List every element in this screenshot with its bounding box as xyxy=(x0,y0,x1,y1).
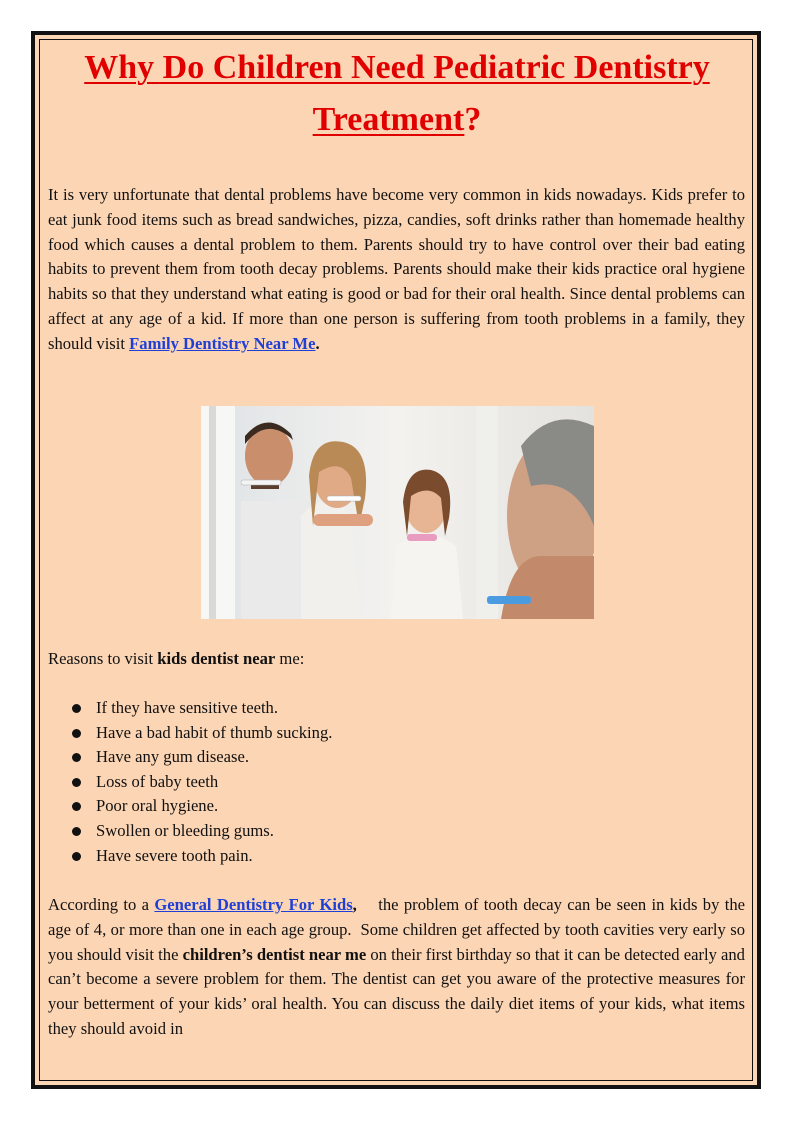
title-question-mark: ? xyxy=(464,101,482,138)
list-item-text: Swollen or bleeding gums. xyxy=(96,820,274,840)
intro-period: . xyxy=(315,333,320,353)
list-item-text: Have any gum disease. xyxy=(96,747,249,767)
list-item xyxy=(48,721,332,746)
list-item-text: Poor oral hygiene. xyxy=(96,796,219,816)
list-item-text: Have severe tooth pain. xyxy=(96,845,253,865)
bullet-icon xyxy=(72,729,81,738)
bullet-icon xyxy=(72,753,81,762)
list-item-text: Loss of baby teeth xyxy=(96,771,219,791)
list-item xyxy=(48,819,332,844)
bullet-icon xyxy=(72,802,81,811)
list-item-text: Have a bad habit of thumb sucking. xyxy=(96,722,333,742)
title-line-2: Treatment xyxy=(312,101,465,138)
list-item xyxy=(48,844,332,869)
reasons-prefix: Reasons to visit xyxy=(48,649,158,668)
list-item-text: If they have sensitive teeth. xyxy=(96,698,279,717)
title-line-1: Why Do Children Need Pediatric Dentistry xyxy=(84,49,710,86)
intro-paragraph xyxy=(48,183,745,357)
list-item xyxy=(48,696,332,721)
closing-comma: , xyxy=(352,895,357,914)
closing-text-1: the problem of tooth decay can be seen in kids by the age of 4, or more than one in each age group. Some children get affected by tooth cavities very early so you should visit the xyxy=(48,895,750,964)
list-item xyxy=(48,794,332,819)
family-brushing-teeth-photo xyxy=(201,406,594,619)
closing-bold: children’s dentist near me xyxy=(182,944,367,964)
bullet-icon xyxy=(72,827,81,836)
bullet-icon xyxy=(72,778,81,787)
bullet-icon xyxy=(72,704,81,713)
reasons-intro xyxy=(48,647,304,672)
page-title xyxy=(48,42,746,146)
closing-paragraph xyxy=(48,893,750,1042)
list-item xyxy=(48,745,332,770)
list-item xyxy=(48,770,332,795)
reasons-list xyxy=(48,696,332,868)
bullet-icon xyxy=(72,852,81,861)
reasons-bold: kids dentist near xyxy=(157,649,276,668)
closing-text-2: on their first birthday so that it can be detected early and can’t become a severe problem for them. The dentist can get you aware of the protective measures for your betterment of your kids’ oral health. You can discuss the daily diet items of your kids, what items they should avoid in xyxy=(48,944,745,1038)
reasons-suffix: me: xyxy=(275,649,305,668)
family-dentistry-link[interactable]: Family Dentistry Near Me xyxy=(129,333,316,353)
closing-prefix: According to a xyxy=(48,895,155,914)
intro-text: It is very unfortunate that dental problems have become very common in kids nowadays. Kids prefer to eat junk food items such as bread sandwiches, pizza, candies, soft drinks rather than homemade healthy food which causes a dental problem to them. Parents should try to have control over their bad eating habits to prevent them from tooth decay problems. Parents should make their kids practice oral hygiene habits so that they understand what eating is good or bad for their oral health. Since dental problems can affect at any age of a kid. If more than one person is suffering from tooth problems in a family, they should visit xyxy=(48,185,745,353)
general-dentistry-link[interactable]: General Dentistry For Kids xyxy=(154,895,353,914)
